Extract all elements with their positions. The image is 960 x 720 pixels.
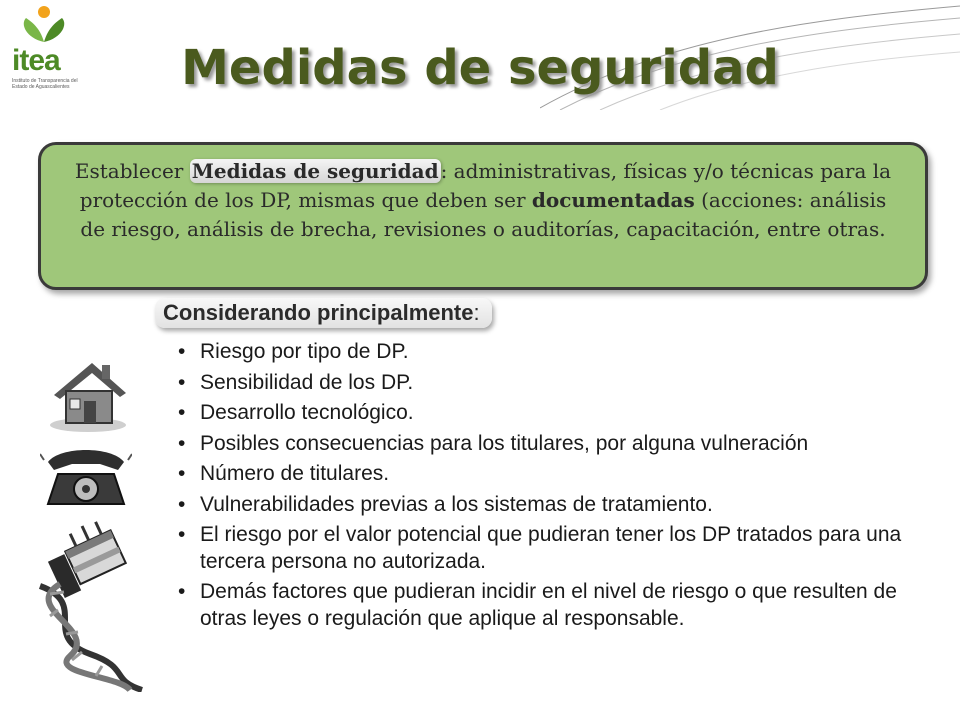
logo-subtitle: Instituto de Transparencia del Estado de Aguascalientes — [12, 78, 78, 90]
telephone-icon — [40, 440, 132, 510]
house-icon — [40, 355, 130, 435]
logo-name: itea — [12, 44, 60, 77]
bullet-list — [178, 339, 918, 636]
callout-highlight: Medidas de seguridad — [191, 159, 439, 183]
page-title: Medidas de seguridad — [181, 40, 779, 96]
list-item: • Demás factores que pudieran incidir en el nivel de riesgo o que resulten de otras leyes o regulación que aplique al responsable. — [178, 579, 918, 632]
callout-text-2: (acciones: análisis de riesgo, análisis de brecha, revisiones o auditorías, capacitación, entre otras. — [80, 188, 887, 241]
list-item: • Vulnerabilidades previas a los sistemas de tratamiento. — [178, 492, 918, 519]
list-item: • Número de titulares. — [178, 461, 918, 488]
considerando-label: Considerando principalmente — [163, 300, 474, 325]
considerando-heading — [155, 298, 492, 328]
callout-bold: documentadas — [531, 188, 695, 212]
callout-text-1: : administrativas, físicas y/o técnicas para la protección de los DP, mismas que deben ser — [79, 159, 892, 212]
callout-box — [38, 142, 928, 290]
list-item: • El riesgo por el valor potencial que pudieran tener los DP tratados para una tercera persona no autorizada. — [178, 522, 918, 575]
list-item: • Sensibilidad de los DP. — [178, 370, 918, 397]
list-item: • Riesgo por tipo de DP. — [178, 339, 918, 366]
considerando-colon: : — [473, 300, 480, 325]
dna-icon — [30, 580, 150, 692]
callout-intro: Establecer — [74, 159, 190, 183]
logo-leaf-icon — [16, 4, 76, 44]
list-item: • Desarrollo tecnológico. — [178, 400, 918, 427]
list-item: • Posibles consecuencias para los titulares, por alguna vulneración — [178, 431, 918, 458]
